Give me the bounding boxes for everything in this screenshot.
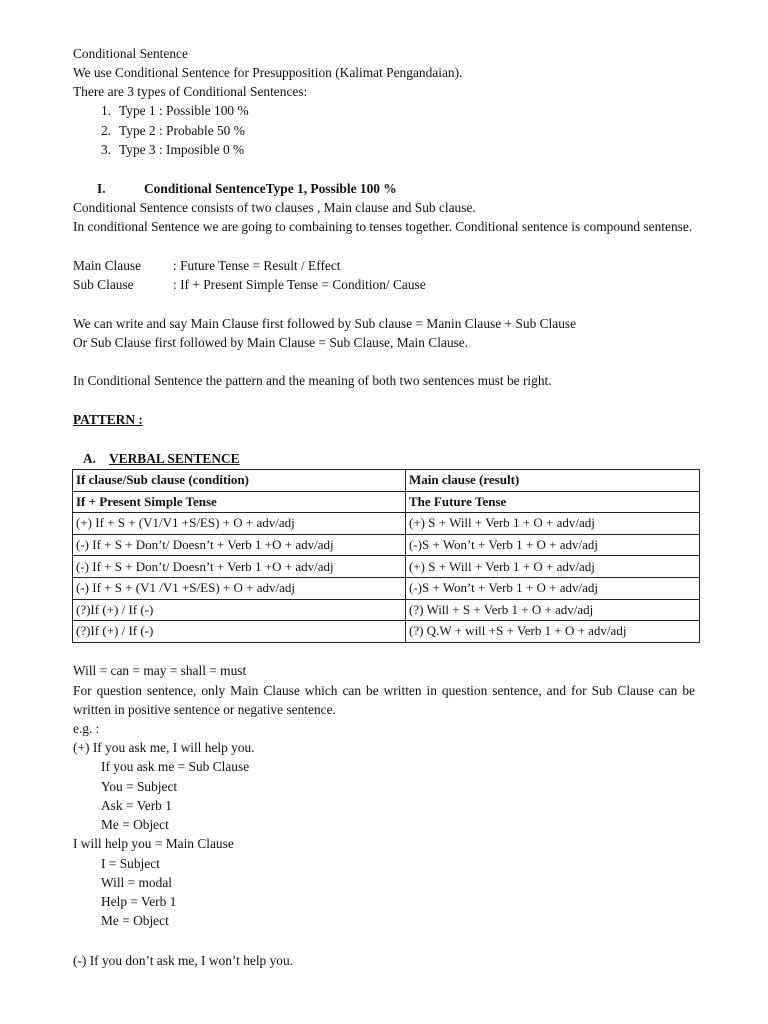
table-cell: (?)If (+) / If (-) (73, 599, 406, 621)
pattern-table (72, 469, 700, 643)
table-row (73, 556, 700, 578)
pattern-heading: PATTERN : (73, 412, 143, 427)
table-cell: (-)S + Won’t + Verb 1 + O + adv/adj (406, 577, 700, 599)
table-row (73, 513, 700, 535)
list-number: 1. (100, 103, 111, 118)
table-cell: (+) S + Will + Verb 1 + O + adv/adj (406, 513, 700, 535)
table-header-row (73, 470, 700, 492)
list-text: Type 2 : Probable 50 % (119, 123, 245, 138)
breakdown-item: Ask = Verb 1 (101, 798, 172, 813)
table-cell: (?)If (+) / If (-) (73, 621, 406, 643)
sub-clause-value: : If + Present Simple Tense = Condition/ Cause (173, 277, 426, 292)
breakdown-item: You = Subject (101, 779, 178, 794)
breakdown-item: Help = Verb 1 (101, 894, 177, 909)
table-row (73, 621, 700, 643)
order-line-1: We can write and say Main Clause first followed by Sub clause = Manin Clause + Sub Clause (73, 316, 577, 331)
document-title: Conditional Sentence (73, 46, 188, 61)
breakdown-item: Me = Object (101, 913, 169, 928)
subheader-present: If + Present Simple Tense (73, 491, 406, 513)
list-text: Type 1 : Possible 100 % (119, 103, 249, 118)
table-row (73, 577, 700, 599)
list-number: 2. (100, 123, 111, 138)
table-cell: (+) If + S + (V1/V1 +S/ES) + O + adv/adj (73, 513, 406, 535)
sub-clause-label: Sub Clause (73, 277, 134, 292)
table-cell: (-)S + Won’t + Verb 1 + O + adv/adj (406, 534, 700, 556)
paragraph-compound: In conditional Sentence we are going to combaining to tenses together. Conditional sentence is compound sentense. (73, 219, 693, 234)
header-main-clause: Main clause (result) (406, 470, 700, 492)
question-note: For question sentence, only Main Clause which can be written in question sentence, and for Sub Clause can be written in positive sentence or negative sentence. (73, 683, 695, 717)
table-subheader-row (73, 491, 700, 513)
header-sub-clause: If clause/Sub clause (condition) (73, 470, 406, 492)
list-number: 3. (100, 142, 111, 157)
subsection-title: VERBAL SENTENCE (109, 451, 240, 466)
intro-line-1: We use Conditional Sentence for Presupposition (Kalimat Pengandaian). (73, 65, 463, 80)
breakdown-item: If you ask me = Sub Clause (101, 759, 250, 774)
table-cell: (?) Q.W + will +S + Verb 1 + O + adv/adj (406, 621, 700, 643)
sub-clause-definition (73, 275, 426, 294)
main-clause-example: I will help you = Main Clause (73, 836, 234, 851)
table-cell: (-) If + S + Don’t/ Doesn’t + Verb 1 +O + adv/adj (73, 556, 406, 578)
table-cell: (+) S + Will + Verb 1 + O + adv/adj (406, 556, 700, 578)
order-line-2: Or Sub Clause first followed by Main Clause = Sub Clause, Main Clause. (73, 335, 469, 350)
subheader-future: The Future Tense (406, 491, 700, 513)
section-numeral: I. (97, 181, 106, 196)
breakdown-item: Will = modal (101, 875, 172, 890)
table-cell: (-) If + S + (V1 /V1 +S/ES) + O + adv/adj (73, 577, 406, 599)
breakdown-item: I = Subject (101, 856, 160, 871)
table-cell: (?) Will + S + Verb 1 + O + adv/adj (406, 599, 700, 621)
modals-line: Will = can = may = shall = must (73, 663, 247, 678)
table-row (73, 534, 700, 556)
main-clause-label: Main Clause (73, 258, 142, 273)
main-clause-value: : Future Tense = Result / Effect (173, 258, 341, 273)
table-cell: (-) If + S + Don’t/ Doesn’t + Verb 1 +O + adv/adj (73, 534, 406, 556)
paragraph-clauses: Conditional Sentence consists of two clauses , Main clause and Sub clause. (73, 200, 476, 215)
section-title: Conditional SentenceType 1, Possible 100 % (144, 181, 397, 196)
eg-label: e.g. : (73, 721, 100, 736)
breakdown-item: Me = Object (101, 817, 169, 832)
meaning-note: In Conditional Sentence the pattern and the meaning of both two sentences must be right. (73, 373, 552, 388)
example-positive: (+) If you ask me, I will help you. (73, 740, 255, 755)
example-negative: (-) If you don’t ask me, I won’t help you. (73, 953, 294, 968)
subsection-letter: A. (83, 451, 97, 466)
table-row (73, 599, 700, 621)
main-clause-definition (73, 256, 341, 275)
list-text: Type 3 : Imposible 0 % (119, 142, 245, 157)
intro-line-2: There are 3 types of Conditional Sentences: (73, 84, 308, 99)
